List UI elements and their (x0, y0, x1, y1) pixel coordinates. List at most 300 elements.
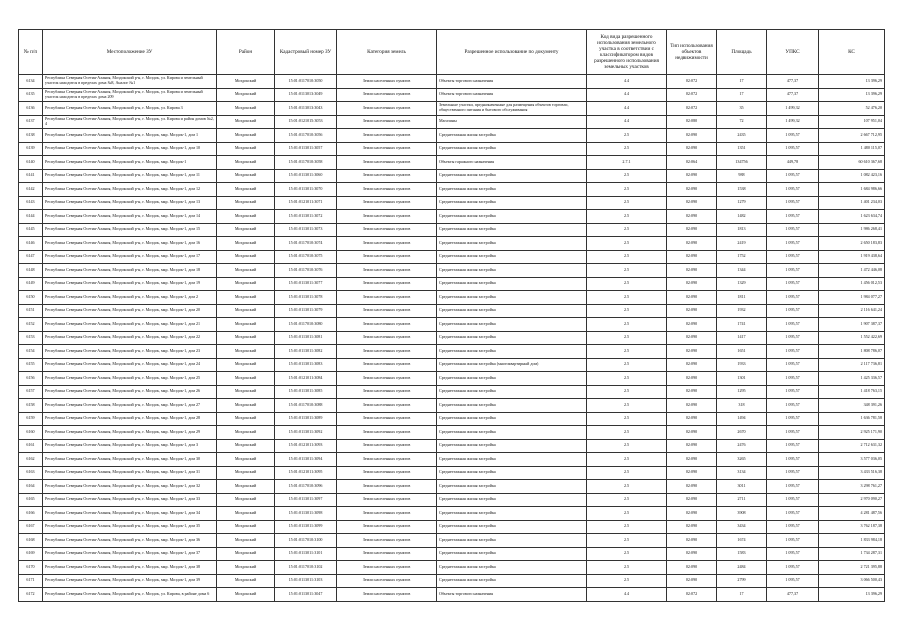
land-category-cell: Земли населенных пунктов (337, 385, 437, 399)
area-cell: 1932 (717, 304, 767, 318)
ks-cell: 1 986 268,41 (819, 223, 885, 237)
col-num-header: № п/п (19, 30, 43, 75)
upks-cell: 1 095,57 (767, 412, 819, 426)
upks-cell: 1 095,57 (767, 466, 819, 480)
district-cell: Моздокский (217, 574, 275, 588)
upks-cell: 477,37 (767, 75, 819, 89)
use-type-cell: 02:090 (667, 129, 717, 143)
table-row (19, 493, 885, 507)
district-cell: Моздокский (217, 318, 275, 332)
area-cell: 2670 (717, 426, 767, 440)
location-cell: Республика Северная Осетия-Алания, Моздокский р-н, г. Моздок, мкр. Моздок-1, дом 11 (43, 169, 217, 183)
ks-cell: 2 970 090,27 (819, 493, 885, 507)
area-cell: 3134 (717, 466, 767, 480)
table-row (19, 75, 885, 89)
row-number-cell: 6164 (19, 480, 43, 494)
col-district-header: Район (217, 30, 275, 75)
area-cell: 1494 (717, 412, 767, 426)
district-cell: Моздокский (217, 210, 275, 224)
area-cell: 2799 (717, 574, 767, 588)
cadastral-number-cell: 15:01:0117010:3050 (275, 75, 337, 89)
use-type-cell: 02:090 (667, 331, 717, 345)
land-category-cell: Земли населенных пунктов (337, 115, 437, 129)
cadastral-number-cell: 15:01:0113011:3079 (275, 304, 337, 318)
use-type-cell: 02:090 (667, 223, 717, 237)
area-cell: 1417 (717, 331, 767, 345)
permitted-use-cell: Объекты торгового назначения (437, 588, 587, 602)
use-type-cell: 02:090 (667, 183, 717, 197)
use-code-cell: 2.5 (587, 237, 667, 251)
area-cell: 1295 (717, 385, 767, 399)
table-row (19, 385, 885, 399)
use-type-cell: 02:090 (667, 399, 717, 413)
district-cell: Моздокский (217, 183, 275, 197)
use-code-cell: 2.5 (587, 493, 667, 507)
cadastral-number-cell: 15:01:0113011:3057 (275, 142, 337, 156)
table-row (19, 169, 885, 183)
ks-cell: 13 396,29 (819, 588, 885, 602)
use-code-cell: 2.5 (587, 547, 667, 561)
location-cell: Республика Северная Осетия-Алания, Моздокский р-н, г. Моздок, мкр. Моздок-1, дом 39 (43, 574, 217, 588)
use-type-cell: 02:064 (667, 156, 717, 170)
row-number-cell: 6161 (19, 439, 43, 453)
upks-cell: 1 095,57 (767, 534, 819, 548)
use-code-cell: 2.5 (587, 520, 667, 534)
cadastral-number-cell: 15:01:0113011:3103 (275, 574, 337, 588)
location-cell: Республика Северная Осетия-Алания, Моздокский р-н, г. Моздок, мкр. Моздок-1, дом 3 (43, 439, 217, 453)
district-cell: Моздокский (217, 493, 275, 507)
location-cell: Республика Северная Осетия-Алания, Моздокский р-н, г. Моздок, мкр. Моздок-1, дом 2 (43, 291, 217, 305)
use-type-cell: 02:090 (667, 547, 717, 561)
row-number-cell: 6146 (19, 237, 43, 251)
row-number-cell: 6137 (19, 115, 43, 129)
ks-cell: 1 425 336,57 (819, 372, 885, 386)
area-cell: 17 (717, 75, 767, 89)
area-cell: 1933 (717, 358, 767, 372)
location-cell: Республика Северная Осетия-Алания, Моздокский р-н, г. Моздок, мкр. Моздок-1, дом 33 (43, 493, 217, 507)
table-row (19, 561, 885, 575)
cadastral-number-cell: 15:01:0113011:3099 (275, 520, 337, 534)
table-row (19, 210, 885, 224)
land-category-cell: Земли населенных пунктов (337, 250, 437, 264)
district-cell: Моздокский (217, 237, 275, 251)
district-cell: Моздокский (217, 399, 275, 413)
ks-cell: 2 667 712,95 (819, 129, 885, 143)
upks-cell: 477,37 (767, 588, 819, 602)
upks-cell: 1 095,57 (767, 547, 819, 561)
district-cell: Моздокский (217, 385, 275, 399)
permitted-use-cell: Среднеэтажная жилая застройка (437, 412, 587, 426)
area-cell: 318 (717, 399, 767, 413)
permitted-use-cell: Среднеэтажная жилая застройка (437, 237, 587, 251)
land-category-cell: Земли населенных пунктов (337, 88, 437, 102)
district-cell: Моздокский (217, 196, 275, 210)
use-code-cell: 2.5 (587, 291, 667, 305)
area-cell: 1482 (717, 210, 767, 224)
use-code-cell: 4.4 (587, 75, 667, 89)
use-type-cell: 02:072 (667, 88, 717, 102)
row-number-cell: 6149 (19, 277, 43, 291)
cadastral-number-cell: 15:01:0113011:3077 (275, 277, 337, 291)
location-cell: Республика Северная Осетия-Алания, Моздокский р-н, г. Моздок, мкр. Моздок-1, дом 18 (43, 264, 217, 278)
use-type-cell: 02:090 (667, 520, 717, 534)
use-type-cell: 02:072 (667, 75, 717, 89)
ks-cell: 1 480 115,07 (819, 142, 885, 156)
row-number-cell: 6138 (19, 129, 43, 143)
district-cell: Моздокский (217, 480, 275, 494)
permitted-use-cell: Среднеэтажная жилая застройка (437, 223, 587, 237)
district-cell: Моздокский (217, 156, 275, 170)
land-plots-table (18, 29, 885, 602)
use-code-cell: 4.4 (587, 588, 667, 602)
table-row (19, 183, 885, 197)
row-number-cell: 6139 (19, 142, 43, 156)
row-number-cell: 6141 (19, 169, 43, 183)
table-row (19, 588, 885, 602)
ks-cell: 2 117 736,81 (819, 358, 885, 372)
land-category-cell: Земли населенных пунктов (337, 102, 437, 116)
ks-cell: 1 636 781,58 (819, 412, 885, 426)
cadastral-number-cell: 15:01:0113011:3060 (275, 169, 337, 183)
use-code-cell: 2.5 (587, 277, 667, 291)
cadastral-number-cell: 15:01:0113011:3094 (275, 453, 337, 467)
district-cell: Моздокский (217, 331, 275, 345)
row-number-cell: 6152 (19, 318, 43, 332)
use-type-cell: 02:090 (667, 291, 717, 305)
land-category-cell: Земли населенных пунктов (337, 142, 437, 156)
district-cell: Моздокский (217, 304, 275, 318)
location-cell: Республика Северная Осетия-Алания, Моздокский р-н, г. Моздок, ул. Кирова и район домов №2, 4 (43, 115, 217, 129)
use-type-cell: 02:072 (667, 588, 717, 602)
land-category-cell: Земли населенных пунктов (337, 493, 437, 507)
row-number-cell: 6154 (19, 345, 43, 359)
use-code-cell: 2.5 (587, 426, 667, 440)
upks-cell: 1 095,57 (767, 439, 819, 453)
location-cell: Республика Северная Осетия-Алания, Моздокский р-н, г. Моздок, мкр. Моздок-1, дом 21 (43, 318, 217, 332)
cadastral-number-cell: 15:01:0117010:3100 (275, 534, 337, 548)
ks-cell: 348 391,26 (819, 399, 885, 413)
area-cell: 1811 (717, 291, 767, 305)
use-code-cell: 2.5 (587, 318, 667, 332)
permitted-use-cell: Объекты торгового назначения (437, 75, 587, 89)
table-row (19, 304, 885, 318)
land-category-cell: Земли населенных пунктов (337, 237, 437, 251)
upks-cell: 1 095,57 (767, 574, 819, 588)
row-number-cell: 6168 (19, 534, 43, 548)
land-category-cell: Земли населенных пунктов (337, 507, 437, 521)
location-cell: Республика Северная Осетия-Алания, Моздокский р-н, г. Моздок, мкр. Моздок-1, дом 30 (43, 453, 217, 467)
upks-cell: 1 095,57 (767, 520, 819, 534)
row-number-cell: 6169 (19, 547, 43, 561)
use-code-cell: 2.5 (587, 358, 667, 372)
land-category-cell: Земли населенных пунктов (337, 372, 437, 386)
use-type-cell: 02:090 (667, 493, 717, 507)
district-cell: Моздокский (217, 358, 275, 372)
use-code-cell: 2.5 (587, 304, 667, 318)
district-cell: Моздокский (217, 561, 275, 575)
cadastral-number-cell: 15:01:0113011:3083 (275, 358, 337, 372)
upks-cell: 1 095,57 (767, 196, 819, 210)
use-type-cell: 02:090 (667, 142, 717, 156)
ks-cell: 3 433 516,38 (819, 466, 885, 480)
land-category-cell: Земли населенных пунктов (337, 318, 437, 332)
permitted-use-cell: Среднеэтажная жилая застройка (437, 493, 587, 507)
table-row (19, 277, 885, 291)
permitted-use-cell: Среднеэтажная жилая застройка (437, 385, 587, 399)
land-category-cell: Земли населенных пунктов (337, 304, 437, 318)
row-number-cell: 6171 (19, 574, 43, 588)
upks-cell: 1 095,57 (767, 385, 819, 399)
use-code-cell: 2.5 (587, 183, 667, 197)
location-cell: Республика Северная Осетия-Алания, Моздокский р-н, г. Моздок, мкр. Моздок-1, дом 20 (43, 304, 217, 318)
use-code-cell: 2.5 (587, 507, 667, 521)
area-cell: 2476 (717, 439, 767, 453)
ks-cell: 3 298 761,27 (819, 480, 885, 494)
cadastral-number-cell: 15:01:0117010:3088 (275, 399, 337, 413)
ks-cell: 1 401 234,03 (819, 196, 885, 210)
use-code-cell: 2.5 (587, 264, 667, 278)
table-row (19, 412, 885, 426)
row-number-cell: 6148 (19, 264, 43, 278)
ks-cell: 3 066 500,43 (819, 574, 885, 588)
permitted-use-cell: Среднеэтажная жилая застройка (437, 372, 587, 386)
land-category-cell: Земли населенных пунктов (337, 588, 437, 602)
area-cell: 1279 (717, 196, 767, 210)
cadastral-number-cell: 15:01:0117010:3076 (275, 264, 337, 278)
use-code-cell: 2.5 (587, 480, 667, 494)
district-cell: Моздокский (217, 115, 275, 129)
permitted-use-cell: Среднеэтажная жилая застройка (437, 264, 587, 278)
use-type-cell: 02:090 (667, 426, 717, 440)
row-number-cell: 6160 (19, 426, 43, 440)
row-number-cell: 6155 (19, 358, 43, 372)
location-cell: Республика Северная Осетия-Алания, Моздокский р-н, г. Моздок, мкр. Моздок-1, дом 38 (43, 561, 217, 575)
ks-cell: 2 650 183,83 (819, 237, 885, 251)
use-code-cell: 2.5 (587, 196, 667, 210)
area-cell: 35 (717, 102, 767, 116)
ks-cell: 2 712 631,32 (819, 439, 885, 453)
district-cell: Моздокский (217, 372, 275, 386)
col-area-header: Площадь (717, 30, 767, 75)
location-cell: Республика Северная Осетия-Алания, Моздокский р-н, г. Моздок, мкр. Моздок-1, дом 10 (43, 142, 217, 156)
district-cell: Моздокский (217, 129, 275, 143)
district-cell: Моздокский (217, 142, 275, 156)
cadastral-number-cell: 15:01:0121011:3071 (275, 196, 337, 210)
land-category-cell: Земли населенных пунктов (337, 223, 437, 237)
ks-cell: 1 833 984,18 (819, 534, 885, 548)
area-cell: 988 (717, 169, 767, 183)
upks-cell: 1 095,57 (767, 345, 819, 359)
table-row (19, 291, 885, 305)
cadastral-number-cell: 15:01:0117010:3074 (275, 237, 337, 251)
table-row (19, 426, 885, 440)
use-type-cell: 02:090 (667, 237, 717, 251)
land-category-cell: Земли населенных пунктов (337, 264, 437, 278)
cadastral-number-cell: 15:01:0121015:3053 (275, 115, 337, 129)
land-category-cell: Земли населенных пунктов (337, 277, 437, 291)
district-cell: Моздокский (217, 439, 275, 453)
ks-cell: 1 984 077,27 (819, 291, 885, 305)
district-cell: Моздокский (217, 102, 275, 116)
location-cell: Республика Северная Осетия-Алания, Моздокский р-н, г. Моздок, ул. Кирова 3 (43, 102, 217, 116)
area-cell: 1651 (717, 345, 767, 359)
upks-cell: 1 095,57 (767, 237, 819, 251)
row-number-cell: 6134 (19, 75, 43, 89)
table-row (19, 156, 885, 170)
use-code-cell: 2.5 (587, 250, 667, 264)
permitted-use-cell: Среднеэтажная жилая застройка (437, 318, 587, 332)
upks-cell: 1 095,57 (767, 129, 819, 143)
row-number-cell: 6163 (19, 466, 43, 480)
table-body (19, 75, 885, 602)
permitted-use-cell: Среднеэтажная жилая застройка (437, 277, 587, 291)
use-code-cell: 2.5 (587, 169, 667, 183)
land-category-cell: Земли населенных пунктов (337, 196, 437, 210)
upks-cell: 1 095,57 (767, 142, 819, 156)
table-row (19, 453, 885, 467)
table-row (19, 250, 885, 264)
area-cell: 1583 (717, 547, 767, 561)
use-code-cell: 2.5 (587, 210, 667, 224)
row-number-cell: 6159 (19, 412, 43, 426)
permitted-use-cell: Среднеэтажная жилая застройка (437, 129, 587, 143)
area-cell: 1329 (717, 277, 767, 291)
permitted-use-cell: Среднеэтажная жилая застройка (437, 169, 587, 183)
permitted-use-cell: Среднеэтажная жилая застройка (437, 520, 587, 534)
permitted-use-cell: Среднеэтажная жилая застройка (437, 183, 587, 197)
location-cell: Республика Северная Осетия-Алания, Моздокский р-н, г. Моздок, мкр. Моздок-1, дом 36 (43, 534, 217, 548)
district-cell: Моздокский (217, 466, 275, 480)
permitted-use-cell: Среднеэтажная жилая застройка (437, 345, 587, 359)
table-row (19, 372, 885, 386)
use-type-cell: 02:090 (667, 169, 717, 183)
cadastral-number-cell: 15:01:0113011:3073 (275, 223, 337, 237)
area-cell: 3265 (717, 453, 767, 467)
cadastral-number-cell: 15:01:0117010:3058 (275, 156, 337, 170)
land-category-cell: Земли населенных пунктов (337, 426, 437, 440)
row-number-cell: 6144 (19, 210, 43, 224)
district-cell: Моздокский (217, 534, 275, 548)
location-cell: Республика Северная Осетия-Алания, Моздокский р-н, г. Моздок, ул. Кирова и земельный участок находится в пределах дома №8, Аналог №1 (43, 75, 217, 89)
use-type-cell: 02:090 (667, 480, 717, 494)
row-number-cell: 6136 (19, 102, 43, 116)
cadastral-number-cell: 15:01:0113011:3097 (275, 493, 337, 507)
table-row (19, 574, 885, 588)
upks-cell: 1 095,57 (767, 561, 819, 575)
use-code-cell: 2.5 (587, 372, 667, 386)
ks-cell: 13 396,29 (819, 88, 885, 102)
use-code-cell: 2.5 (587, 129, 667, 143)
col-category-header: Категория земель (337, 30, 437, 75)
use-code-cell: 4.4 (587, 88, 667, 102)
use-type-cell: 02:090 (667, 561, 717, 575)
upks-cell: 1 095,57 (767, 291, 819, 305)
col-ks-header: КС (819, 30, 885, 75)
district-cell: Моздокский (217, 291, 275, 305)
land-category-cell: Земли населенных пунктов (337, 75, 437, 89)
ks-cell: 1 907 387,37 (819, 318, 885, 332)
land-category-cell: Земли населенных пунктов (337, 156, 437, 170)
cadastral-number-cell: 15:01:0113011:3081 (275, 331, 337, 345)
ks-cell: 1 456 012,53 (819, 277, 885, 291)
use-type-cell: 02:090 (667, 412, 717, 426)
permitted-use-cell: Среднеэтажная жилая застройка (437, 210, 587, 224)
location-cell: Республика Северная Осетия-Алания, Моздокский р-н, г. Моздок, мкр. Моздок-1, дом 34 (43, 507, 217, 521)
row-number-cell: 6135 (19, 88, 43, 102)
location-cell: Республика Северная Осетия-Алания, Моздокский р-н, г. Моздок, мкр. Моздок-1, дом 22 (43, 331, 217, 345)
cadastral-number-cell: 15:01:0113013:3043 (275, 102, 337, 116)
use-code-cell: 2.5 (587, 399, 667, 413)
upks-cell: 1 095,57 (767, 453, 819, 467)
use-type-cell: 02:090 (667, 574, 717, 588)
ks-cell: 1 623 634,74 (819, 210, 885, 224)
district-cell: Моздокский (217, 453, 275, 467)
land-category-cell: Земли населенных пунктов (337, 561, 437, 575)
use-code-cell: 2.5 (587, 534, 667, 548)
table-row (19, 345, 885, 359)
use-code-cell: 2.5 (587, 561, 667, 575)
row-number-cell: 6156 (19, 372, 43, 386)
area-cell: 72 (717, 115, 767, 129)
land-category-cell: Земли населенных пунктов (337, 547, 437, 561)
land-category-cell: Земли населенных пунктов (337, 291, 437, 305)
use-type-cell: 02:090 (667, 196, 717, 210)
use-code-cell: 2.5 (587, 439, 667, 453)
location-cell: Республика Северная Осетия-Алания, Моздокский р-н, г. Моздок, мкр. Моздок-1, дом 25 (43, 372, 217, 386)
col-location-header: Местоположение ЗУ (43, 30, 217, 75)
district-cell: Моздокский (217, 88, 275, 102)
ks-cell: 3 762 187,38 (819, 520, 885, 534)
cadastral-number-cell: 15:01:0113011:3101 (275, 547, 337, 561)
cadastral-number-cell: 15:01:0117010:3080 (275, 318, 337, 332)
land-category-cell: Земли населенных пунктов (337, 210, 437, 224)
row-number-cell: 6162 (19, 453, 43, 467)
area-cell: 2484 (717, 561, 767, 575)
permitted-use-cell: Магазины (437, 115, 587, 129)
ks-cell: 1 472 446,08 (819, 264, 885, 278)
district-cell: Моздокский (217, 588, 275, 602)
use-code-cell: 4.4 (587, 115, 667, 129)
district-cell: Моздокский (217, 547, 275, 561)
cadastral-number-cell: 15:01:0117010:3102 (275, 561, 337, 575)
ks-cell: 1 684 986,66 (819, 183, 885, 197)
table-row (19, 142, 885, 156)
location-cell: Республика Северная Осетия-Алания, Моздокский р-н, г. Моздок, мкр. Моздок-1, дом 32 (43, 480, 217, 494)
area-cell: 1301 (717, 372, 767, 386)
row-number-cell: 6147 (19, 250, 43, 264)
table-row (19, 102, 885, 116)
district-cell: Моздокский (217, 426, 275, 440)
location-cell: Республика Северная Осетия-Алания, Моздокский р-н, г. Моздок, мкр. Моздок-1, дом 19 (43, 277, 217, 291)
row-number-cell: 6167 (19, 520, 43, 534)
use-code-cell: 2.5 (587, 412, 667, 426)
use-type-cell: 02:090 (667, 453, 717, 467)
land-category-cell: Земли населенных пунктов (337, 358, 437, 372)
land-category-cell: Земли населенных пунктов (337, 169, 437, 183)
cadastral-number-cell: 15:01:0117010:3056 (275, 129, 337, 143)
cadastral-number-cell: 15:01:0117010:3096 (275, 480, 337, 494)
upks-cell: 1 095,57 (767, 304, 819, 318)
table-row (19, 547, 885, 561)
cadastral-number-cell: 15:01:0113011:3089 (275, 412, 337, 426)
use-type-cell: 02:090 (667, 372, 717, 386)
area-cell: 2419 (717, 237, 767, 251)
permitted-use-cell: Среднеэтажная жилая застройка (437, 453, 587, 467)
location-cell: Республика Северная Осетия-Алания, Моздокский р-н, г. Моздок, мкр. Моздок-1, дом 24 (43, 358, 217, 372)
permitted-use-cell: Среднеэтажная жилая застройка (437, 574, 587, 588)
use-code-cell: 2.5 (587, 345, 667, 359)
district-cell: Моздокский (217, 520, 275, 534)
